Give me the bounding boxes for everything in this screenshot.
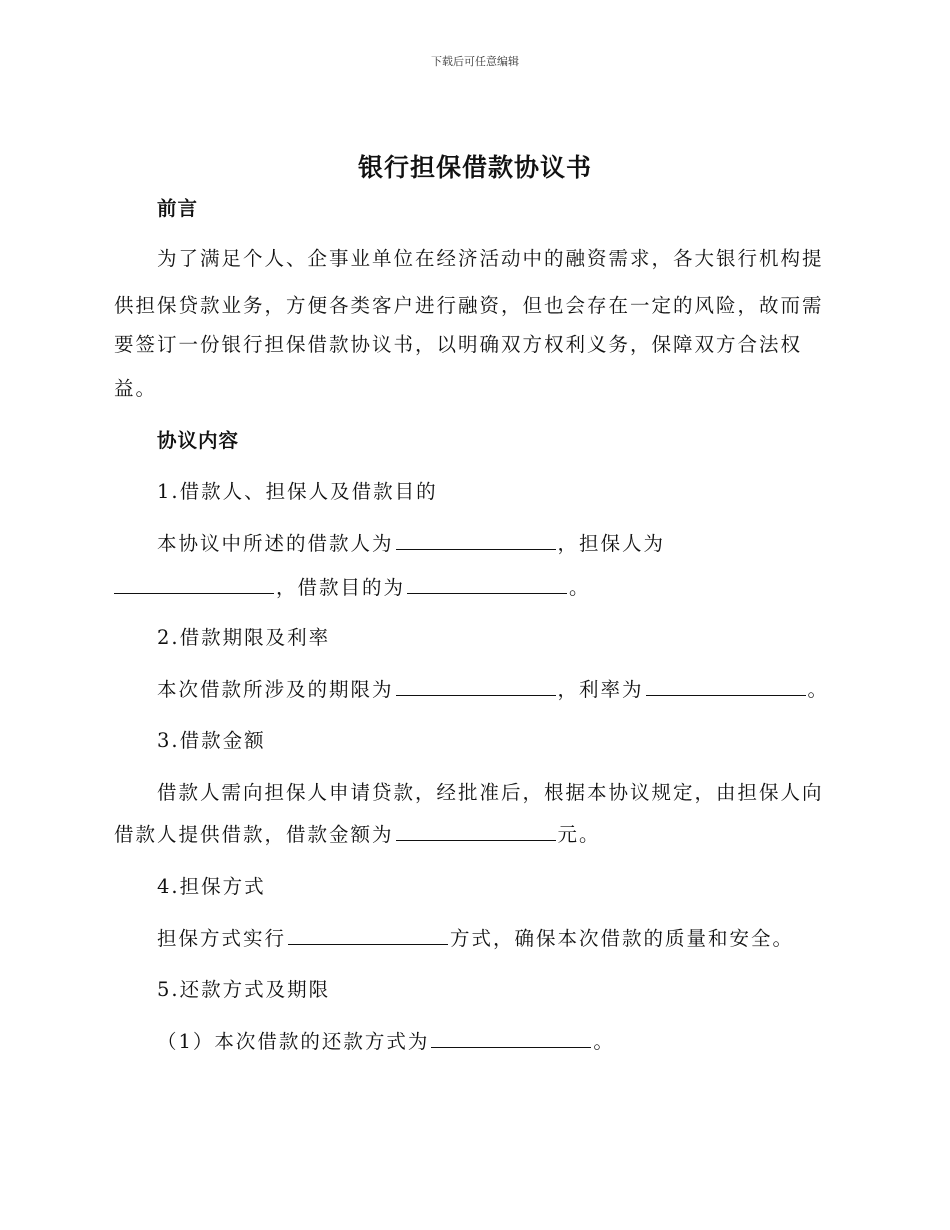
section-4-title: 4.担保方式: [157, 875, 266, 898]
text: 本协议中所述的借款人为: [157, 532, 394, 555]
text: 借款人提供借款，借款金额为: [114, 823, 394, 846]
section-1-title: 1.借款人、担保人及借款目的: [157, 480, 438, 503]
rate-blank[interactable]: [646, 677, 806, 696]
preface-line: 要签订一份银行担保借款协议书，以明确双方权利义务，保障双方合法权: [114, 333, 803, 356]
text: 。: [807, 678, 830, 701]
preface-line: 为了满足个人、企事业单位在经济活动中的融资需求，各大银行机构提: [157, 247, 824, 270]
preface-line: 供担保贷款业务，方便各类客户进行融资，但也会存在一定的风险，故而需: [114, 294, 824, 317]
text: （1）本次借款的还款方式为: [157, 1030, 430, 1053]
amount-blank[interactable]: [396, 822, 556, 841]
section-1-line-2: [114, 572, 834, 600]
content-heading: 协议内容: [157, 429, 240, 452]
text: 。: [593, 1030, 615, 1053]
section-2-title: 2.借款期限及利率: [157, 626, 331, 649]
purpose-blank[interactable]: [407, 575, 567, 594]
text: 。: [569, 576, 591, 599]
text: 担保方式实行: [157, 927, 287, 950]
borrower-blank[interactable]: [396, 531, 556, 550]
section-3-title: 3.借款金额: [157, 729, 266, 752]
section-5-title: 5.还款方式及期限: [157, 978, 331, 1001]
guarantor-blank[interactable]: [114, 575, 274, 594]
section-1-line-1: [157, 528, 877, 556]
guarantee-method-blank[interactable]: [288, 926, 448, 945]
text: ，担保人为: [557, 532, 666, 555]
text: 方式，确保本次借款的质量和安全。: [450, 927, 795, 950]
text: ，利率为: [557, 678, 644, 701]
text: 元。: [557, 823, 601, 846]
document-title: 银行担保借款协议书: [357, 153, 592, 182]
section-2-line-1: [157, 674, 877, 702]
text: ，借款目的为: [276, 576, 406, 599]
text: 本次借款所涉及的期限为: [157, 678, 394, 701]
page-header: 下载后可任意编辑: [431, 55, 519, 68]
section-3-line-1: 借款人需向担保人申请贷款，经批准后，根据本协议规定，由担保人向: [157, 781, 824, 804]
term-blank[interactable]: [396, 677, 556, 696]
section-5-line-1: [157, 1026, 877, 1054]
section-3-line-2: [114, 819, 834, 847]
preface-line: 益。: [114, 377, 158, 400]
preface-heading: 前言: [157, 197, 199, 220]
section-4-line-1: [157, 923, 877, 951]
repayment-method-blank[interactable]: [431, 1029, 591, 1048]
